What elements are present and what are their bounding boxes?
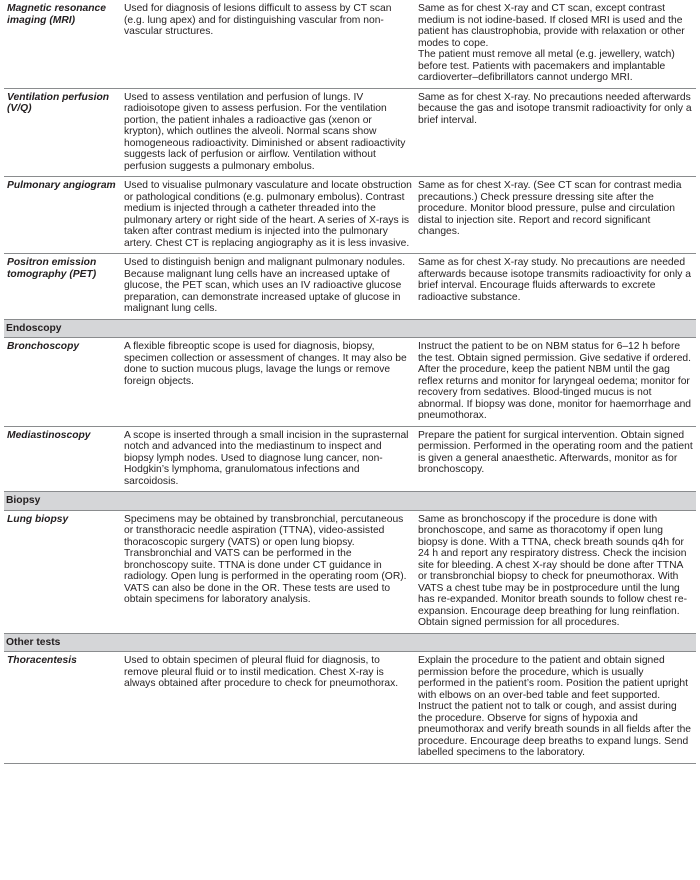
table-row [4, 426, 696, 492]
test-name: Lung biopsy [4, 510, 121, 633]
test-name: Mediastinoscopy [4, 426, 121, 492]
test-name: Ventilation perfusion (V/Q) [4, 88, 121, 177]
section-title: Endoscopy [4, 319, 696, 338]
test-description: Used to visualise pulmonary vasculature and locate obstruction or pathological conditions (e.g. pulmonary embolus). Contrast medium is injected through a catheter threaded into the pulmonary artery or right side of the heart. A series of X-rays is taken after contrast medium is injected into the pulmonary artery. Chest CT is replacing angiography as it is less invasive. [121, 177, 415, 254]
test-name: Pulmonary angiogram [4, 177, 121, 254]
test-description: Used for diagnosis of lesions difficult to assess by CT scan (e.g. lung apex) and for distinguishing vascular from non-vascular structures. [121, 0, 415, 88]
test-description: Used to distinguish benign and malignant pulmonary nodules. Because malignant lung cells have an increased uptake of glucose, the PET scan, which uses an IV radioactive glucose preparation, can demonstrate increased uptake of glucose in malignant lung cells. [121, 254, 415, 320]
nursing-care-paragraph: The patient must remove all metal (e.g. jewellery, watch) before test. Patients with pacemakers and implantable cardioverter–defibrillators cannot undergo MRI. [418, 49, 675, 83]
nursing-care-paragraph: Same as for chest X-ray and CT scan, except contrast medium is not iodine-based. If closed MRI is used and the patient has claustrophobia, provide with relaxation or other modes to cope. [418, 3, 685, 49]
test-description: A flexible fibreoptic scope is used for diagnosis, biopsy, specimen collection or assessment of changes. It may also be done to suction mucous plugs, lavage the lungs or remove foreign objects. [121, 338, 415, 427]
table-row [4, 177, 696, 254]
table-row [4, 510, 696, 633]
section-title: Biopsy [4, 492, 696, 511]
nursing-care: Same as bronchoscopy if the procedure is done with bronchoscope, and same as thoracotomy if open lung biopsy is done. With a TTNA, check breath sounds q4h for 24 h and report any respiratory distress. Check the incision site for bleeding. A chest X-ray should be done after TTNA or transbronchial biopsy to check for pneumothorax. With VATS a chest tube may be in postprocedure until the lung has re-expanded. Monitor breath sounds to follow chest re-expansion. Encourage deep breathing for lung reinflation. Obtain signed permission for all procedures. [415, 510, 696, 633]
nursing-care: Same as for chest X-ray study. No precautions are needed afterwards because isotope transmits radioactivity for only a brief interval. Encourage fluids afterwards to excrete radioactive substance. [415, 254, 696, 320]
nursing-care: Instruct the patient to be on NBM status for 6–12 h before the test. Obtain signed permission. Give sedative if ordered. After the procedure, keep the patient NBM until the gag reflex returns and monitor for laryngeal oedema; monitor for recovery from sedatives. Blood-tinged mucus is not abnormal. If biopsy was done, monitor for haemorrhage and pneumothorax. [415, 338, 696, 427]
test-description: Used to assess ventilation and perfusion of lungs. IV radioisotope given to assess perfusion. For the ventilation portion, the patient inhales a radioactive gas (xenon or krypton), which outlines the alveoli. Normal scans show homogeneous radioactivity. Diminished or absent radioactivity suggests lack of perfusion or airflow. Ventilation without perfusion suggests a pulmonary embolus. [121, 88, 415, 177]
table-row [4, 652, 696, 764]
test-description: A scope is inserted through a small incision in the suprasternal notch and advanced into the mediastinum to inspect and biopsy lymph nodes. Used to diagnose lung cancer, non-Hodgkin’s lymphoma, granulomatous infections and sarcoidosis. [121, 426, 415, 492]
diagnostic-tests-table [4, 0, 696, 764]
section-title: Other tests [4, 633, 696, 652]
nursing-care: Explain the procedure to the patient and obtain signed permission before the procedure, which is usually performed in the patient’s room. Position the patient upright with elbows on an over-bed table and feet supported. Instruct the patient not to talk or cough, and assist during the procedure. Observe for signs of hypoxia and pneumothorax and verify breath sounds in all fields after the procedure. Encourage deep breaths to expand lungs. Send labelled specimens to the laboratory. [415, 652, 696, 764]
section-header-row [4, 492, 696, 511]
test-name: Magnetic resonance imaging (MRI) [4, 0, 121, 88]
nursing-care: Same as for chest X-ray. No precautions needed afterwards because the gas and isotope transmit radioactivity for only a brief interval. [415, 88, 696, 177]
table-row [4, 0, 696, 88]
nursing-care: Prepare the patient for surgical intervention. Obtain signed permission. Performed in the operating room and the patient is given a general anaesthetic. Afterwards, monitor as for bronchoscopy. [415, 426, 696, 492]
table-row [4, 338, 696, 427]
test-name: Thoracentesis [4, 652, 121, 764]
table-row [4, 254, 696, 320]
test-name: Bronchoscopy [4, 338, 121, 427]
nursing-care [415, 0, 696, 88]
test-description: Used to obtain specimen of pleural fluid for diagnosis, to remove pleural fluid or to instil medication. Chest X-ray is always obtained after procedure to check for pneumothorax. [121, 652, 415, 764]
test-name: Positron emission tomography (PET) [4, 254, 121, 320]
nursing-care: Same as for chest X-ray. (See CT scan for contrast media precautions.) Check pressure dressing site after the procedure. Monitor blood pressure, pulse and circulation distal to injection site. Report and record significant changes. [415, 177, 696, 254]
test-description: Specimens may be obtained by transbronchial, percutaneous or transthoracic needle aspiration (TTNA), video-assisted thoracoscopic surgery (VATS) or open lung biopsy. Transbronchial and VATS can be performed in the bronchoscopy suite. TTNA is done under CT guidance in radiology. Open lung is performed in the operating room (OR). VATS can also be done in the OR. These tests are used to obtain specimens for laboratory analysis. [121, 510, 415, 633]
table-row [4, 88, 696, 177]
section-header-row [4, 633, 696, 652]
section-header-row [4, 319, 696, 338]
